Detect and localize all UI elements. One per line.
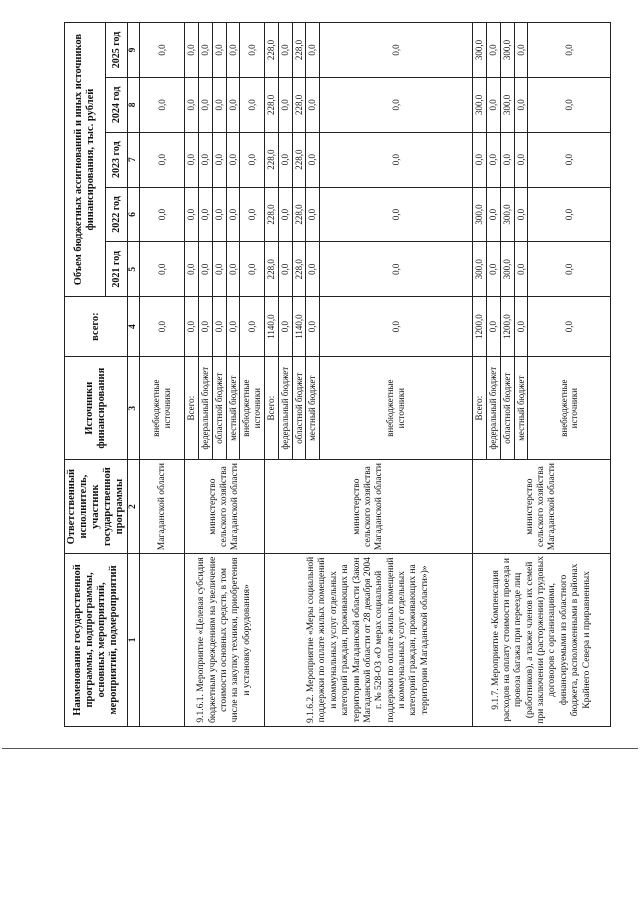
value-cell: 300,0 <box>473 23 487 78</box>
value-cell: 0,0 <box>487 132 501 187</box>
value-cell: 0,0 <box>185 23 199 78</box>
value-cell: 300,0 <box>473 187 487 242</box>
value-cell: 0,0 <box>528 242 611 297</box>
source-cell: внебюджетные источники <box>140 356 185 459</box>
value-cell: 0,0 <box>487 77 501 132</box>
value-cell: 0,0 <box>528 23 611 78</box>
value-cell: 0,0 <box>514 297 528 357</box>
executor-cell: министерство сельского хозяйства Магаданской области <box>265 460 473 553</box>
table-row <box>265 23 279 727</box>
value-cell: 0,0 <box>306 132 320 187</box>
value-cell: 0,0 <box>226 23 240 78</box>
value-cell: 228,0 <box>265 132 279 187</box>
value-cell: 0,0 <box>226 297 240 357</box>
header-year-2021: 2021 год <box>106 242 128 297</box>
value-cell: 0,0 <box>487 297 501 357</box>
value-cell: 228,0 <box>265 23 279 78</box>
scan-edge-line <box>2 748 638 749</box>
value-cell: 1200,0 <box>500 297 514 357</box>
value-cell: 0,0 <box>212 132 226 187</box>
col-number: 7 <box>128 132 140 187</box>
value-cell: 0,0 <box>240 242 265 297</box>
table-row <box>185 23 199 727</box>
source-cell: федеральный бюджет <box>199 356 213 459</box>
source-cell: федеральный бюджет <box>278 356 292 459</box>
header-year-2022: 2022 год <box>106 187 128 242</box>
rotated-table-frame <box>64 22 612 727</box>
value-cell: 300,0 <box>473 77 487 132</box>
col-number: 5 <box>128 242 140 297</box>
value-cell: 0,0 <box>306 77 320 132</box>
value-cell: 0,0 <box>278 132 292 187</box>
value-cell: 0,0 <box>240 23 265 78</box>
header-year-2024: 2024 год <box>106 77 128 132</box>
header-year-2023: 2023 год <box>106 132 128 187</box>
value-cell: 0,0 <box>306 297 320 357</box>
source-cell: местный бюджет <box>306 356 320 459</box>
value-cell: 0,0 <box>320 187 473 242</box>
table-row <box>473 23 487 727</box>
value-cell: 0,0 <box>320 297 473 357</box>
value-cell: 0,0 <box>528 132 611 187</box>
col-number: 8 <box>128 77 140 132</box>
value-cell: 0,0 <box>212 297 226 357</box>
value-cell: 0,0 <box>514 77 528 132</box>
value-cell: 228,0 <box>292 187 306 242</box>
value-cell: 0,0 <box>306 242 320 297</box>
source-cell: внебюджетные источники <box>320 356 473 459</box>
value-cell: 0,0 <box>240 77 265 132</box>
value-cell: 0,0 <box>514 242 528 297</box>
value-cell: 228,0 <box>265 77 279 132</box>
source-cell: внебюджетные источники <box>528 356 611 459</box>
value-cell: 228,0 <box>292 242 306 297</box>
value-cell: 0,0 <box>473 132 487 187</box>
value-cell: 0,0 <box>278 297 292 357</box>
value-cell: 0,0 <box>140 242 185 297</box>
header-year-2025: 2025 год <box>106 23 128 78</box>
value-cell: 0,0 <box>240 187 265 242</box>
value-cell: 0,0 <box>199 187 213 242</box>
program-name-cell: 9.1.7. Мероприятие «Компенсация расходов на оплату стоимости проезда и провоза багажа при переезде лиц (работников), а также членов их семей при заключении (расторжении) трудовых договоров с организациями, финансируемыми из областного бюджета, расположенными в районах Крайнего Севера и приравненных <box>473 553 611 726</box>
value-cell: 0,0 <box>185 77 199 132</box>
value-cell: 0,0 <box>278 23 292 78</box>
header-sources: Источники финансирования <box>65 356 128 459</box>
value-cell: 300,0 <box>500 23 514 78</box>
value-cell: 0,0 <box>199 132 213 187</box>
value-cell: 0,0 <box>199 23 213 78</box>
col-number: 6 <box>128 187 140 242</box>
value-cell: 0,0 <box>212 242 226 297</box>
source-cell: Всего: <box>185 356 199 459</box>
value-cell: 300,0 <box>473 242 487 297</box>
value-cell: 0,0 <box>226 187 240 242</box>
source-cell: внебюджетные источники <box>240 356 265 459</box>
value-cell: 0,0 <box>306 187 320 242</box>
value-cell: 0,0 <box>487 23 501 78</box>
value-cell: 228,0 <box>265 242 279 297</box>
value-cell: 1140,0 <box>265 297 279 357</box>
value-cell: 0,0 <box>528 77 611 132</box>
header-total: всего: <box>65 297 128 357</box>
value-cell: 228,0 <box>265 187 279 242</box>
executor-cell: Магаданской области <box>140 460 185 553</box>
value-cell: 0,0 <box>528 187 611 242</box>
value-cell: 0,0 <box>140 77 185 132</box>
value-cell: 0,0 <box>306 23 320 78</box>
col-number: 9 <box>128 23 140 78</box>
value-cell: 300,0 <box>500 242 514 297</box>
col-number: 3 <box>128 356 140 459</box>
value-cell: 0,0 <box>140 132 185 187</box>
value-cell: 0,0 <box>278 187 292 242</box>
value-cell: 228,0 <box>292 77 306 132</box>
value-cell: 228,0 <box>292 132 306 187</box>
executor-cell: министерство сельского хозяйства Магаданской области <box>473 460 611 553</box>
value-cell: 0,0 <box>320 77 473 132</box>
value-cell: 0,0 <box>185 132 199 187</box>
source-cell: Всего: <box>265 356 279 459</box>
value-cell: 0,0 <box>514 132 528 187</box>
value-cell: 0,0 <box>514 23 528 78</box>
source-cell: местный бюджет <box>514 356 528 459</box>
value-cell: 0,0 <box>185 187 199 242</box>
header-executor: Ответственный исполнитель, участник государственной программы <box>65 460 128 553</box>
value-cell: 0,0 <box>199 297 213 357</box>
source-cell: местный бюджет <box>226 356 240 459</box>
value-cell: 300,0 <box>500 77 514 132</box>
value-cell: 0,0 <box>199 77 213 132</box>
header-program-name: Наименование государственной программы, подпрограммы, основных мероприятий, мероприятий, подмероприятий <box>65 553 128 726</box>
value-cell: 0,0 <box>240 132 265 187</box>
executor-cell: министерство сельского хозяйства Магаданской области <box>185 460 265 553</box>
program-name-cell: 9.1.6.2. Мероприятие «Меры социальной поддержки по оплате жилых помещений и коммунальных услуг отдельных категорий граждан, проживающих на территории Магаданской области (Закон Магаданской области от 28 декабря 2004 г. № 528-ОЗ «О мерах социальной поддержки по оплате жилых помещений и коммунальных услуг отдельных категорий граждан, проживающих на территории Магаданской области»)» <box>265 553 473 726</box>
value-cell: 1140,0 <box>292 297 306 357</box>
source-cell: областной бюджет <box>500 356 514 459</box>
table-row <box>140 23 185 727</box>
value-cell: 0,0 <box>226 77 240 132</box>
value-cell: 300,0 <box>500 187 514 242</box>
value-cell: 1200,0 <box>473 297 487 357</box>
value-cell: 0,0 <box>240 297 265 357</box>
value-cell: 0,0 <box>226 242 240 297</box>
value-cell: 0,0 <box>320 132 473 187</box>
value-cell: 0,0 <box>514 187 528 242</box>
program-name-cell: 9.1.6.1. Мероприятие «Целевая субсидия бюджетным учреждениям на увеличение стоимости основных средств, в том числе на закупку техники, приобретения и установку оборудования» <box>185 553 265 726</box>
table-viewport <box>64 22 612 727</box>
value-cell: 0,0 <box>140 297 185 357</box>
program-name-cell <box>140 553 185 726</box>
value-cell: 0,0 <box>500 132 514 187</box>
source-cell: областной бюджет <box>212 356 226 459</box>
value-cell: 0,0 <box>226 132 240 187</box>
value-cell: 0,0 <box>185 242 199 297</box>
value-cell: 0,0 <box>320 242 473 297</box>
value-cell: 0,0 <box>185 297 199 357</box>
value-cell: 0,0 <box>320 23 473 78</box>
value-cell: 0,0 <box>278 242 292 297</box>
value-cell: 0,0 <box>487 187 501 242</box>
value-cell: 0,0 <box>278 77 292 132</box>
header-budget-group: Объем бюджетных ассигнований и иных источников финансирования, тыс. рублей <box>65 23 106 297</box>
col-number: 4 <box>128 297 140 357</box>
value-cell: 0,0 <box>212 77 226 132</box>
value-cell: 0,0 <box>140 23 185 78</box>
value-cell: 0,0 <box>199 242 213 297</box>
value-cell: 0,0 <box>212 187 226 242</box>
funding-table <box>64 22 611 727</box>
col-number: 1 <box>128 553 140 726</box>
value-cell: 0,0 <box>528 297 611 357</box>
value-cell: 0,0 <box>212 23 226 78</box>
source-cell: федеральный бюджет <box>487 356 501 459</box>
col-number: 2 <box>128 460 140 553</box>
source-cell: Всего: <box>473 356 487 459</box>
source-cell: областной бюджет <box>292 356 306 459</box>
value-cell: 0,0 <box>487 242 501 297</box>
value-cell: 0,0 <box>140 187 185 242</box>
value-cell: 228,0 <box>292 23 306 78</box>
